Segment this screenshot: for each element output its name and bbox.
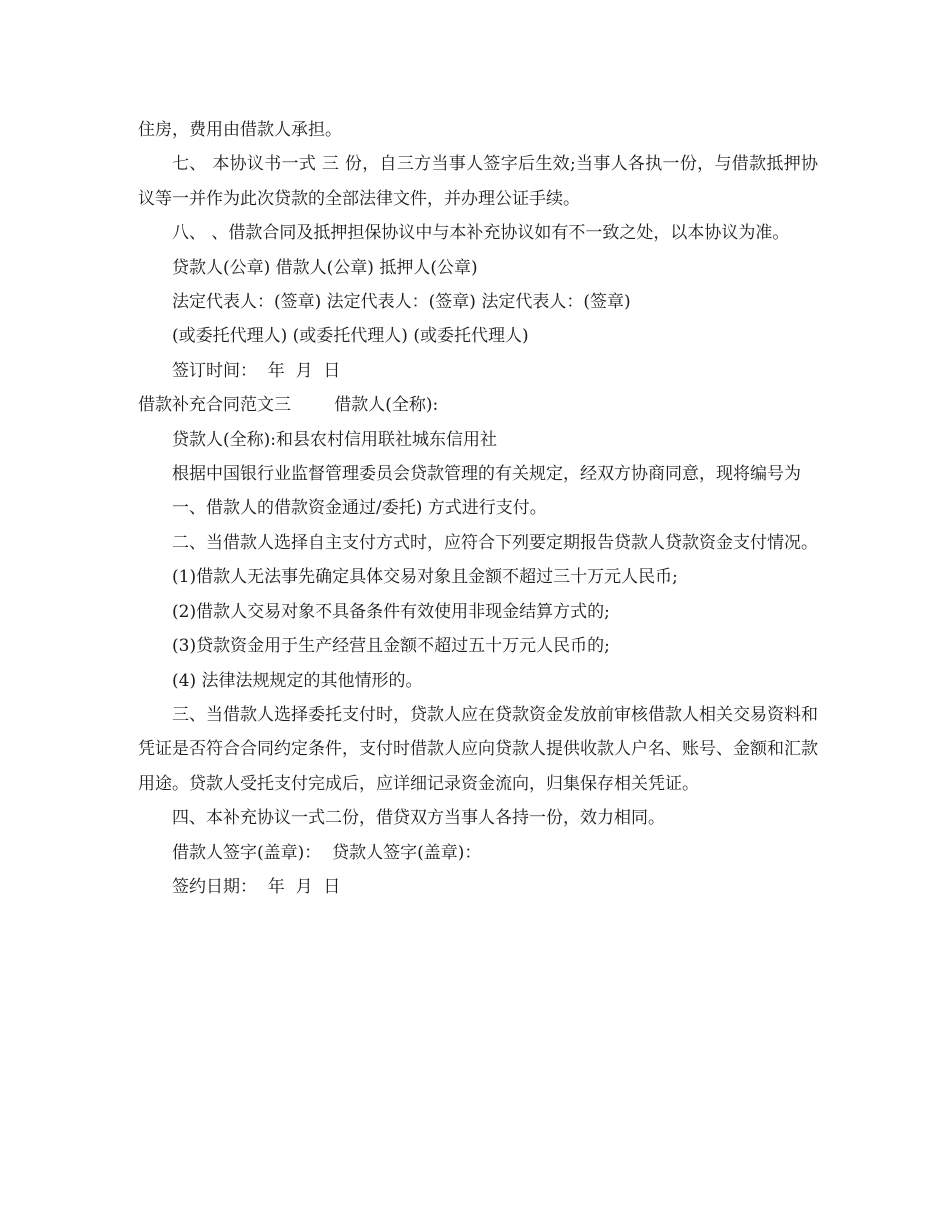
signing-date-line: 签订时间： 年 月 日 — [172, 360, 341, 381]
lender-name-line: 贷款人(全称):和县农村信用联社城东信用社 — [172, 429, 497, 450]
list-item-2: (2)借款人交易对象不具备条件有效使用非现金结算方式的; — [172, 601, 610, 622]
signature-line: 借款人签字(盖章)： 贷款人签字(盖章)： — [172, 842, 482, 863]
preamble-paragraph: 根据中国银行业监督管理委员会贷款管理的有关规定，经双方协商同意，现将编号为 — [172, 464, 801, 485]
paragraph-housing-cost: 住房，费用由借款人承担。 — [138, 120, 342, 140]
document-body — [138, 113, 818, 904]
legal-representative-line: 法定代表人：(签章) 法定代表人：(签章) 法定代表人：(签章) — [172, 292, 631, 313]
list-item-3: (3)贷款资金用于生产经营且金额不超过五十万元人民币的; — [172, 636, 610, 657]
section-title-line: 借款补充合同范文三 借款人(全称): — [138, 395, 439, 416]
agent-line: (或委托代理人) (或委托代理人) (或委托代理人) — [172, 326, 529, 347]
clause-seven: 七、 本协议书一式 三 份，自三方当事人签字后生效;当事人各执一份，与借款抵押协议等一并作为此次贷款的全部法律文件，并办理公证手续。 — [138, 154, 818, 209]
article-three: 三、当借款人选择委托支付时，贷款人应在贷款资金发放前审核借款人相关交易资料和凭证是否符合合同约定条件，支付时借款人应向贷款人提供收款人户名、账号、金额和汇款用途。贷款人受托支付完成后，应详细记录资金流向，归集保存相关凭证。 — [138, 704, 818, 794]
clause-eight: 八、 、借款合同及抵押担保协议中与本补充协议如有不一致之处，以本协议为准。 — [172, 223, 790, 244]
article-four: 四、本补充协议一式二份，借贷双方当事人各持一份，效力相同。 — [172, 808, 665, 829]
contract-date-line: 签约日期： 年 月 日 — [172, 876, 341, 897]
article-two: 二、当借款人选择自主支付方式时，应符合下列要定期报告贷款人贷款资金支付情况。 — [172, 532, 818, 553]
list-item-4: (4) 法律法规规定的其他情形的。 — [172, 670, 423, 691]
seal-line: 贷款人(公章) 借款人(公章) 抵押人(公章) — [172, 257, 478, 278]
list-item-1: (1)借款人无法事先确定具体交易对象且金额不超过三十万元人民币; — [172, 567, 678, 588]
article-one: 一、借款人的借款资金通过/委托) 方式进行支付。 — [172, 498, 547, 519]
